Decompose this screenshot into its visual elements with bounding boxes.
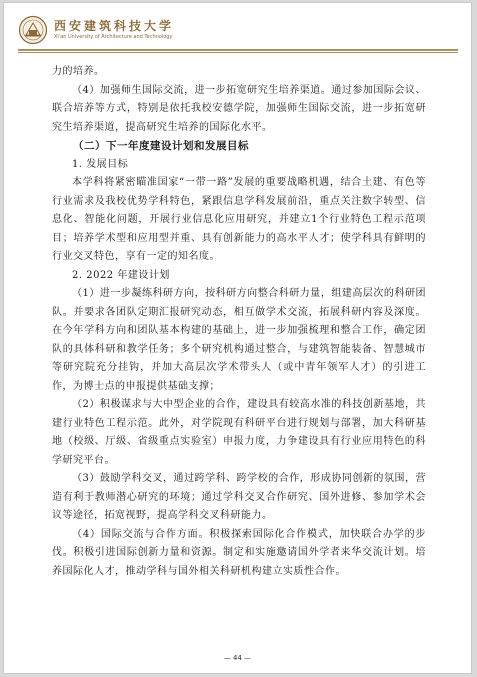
subheading-plan: 2. 2022 年建设计划 <box>72 269 170 281</box>
paragraph-plan-2: （2）积极谋求与大中型企业的合作，建设具有较高水准的科技创新基地，共建行业特色工程示范。此外，对学院现有科研平台进行规划与部署，加大科研基地（校级、厅级、省级重点实验室）申报力度，力争建设具有行业应用特色的科学研究平台。 <box>52 399 426 466</box>
paragraph-plan-4: （4）国际交流与合作方面。积极探索国际化合作模式，加快联合办学的步伐。积极引进国际创新力量和资源。制定和实施邀请国外学者来华交流计划。培养国际化人才，推动学科与国外相关科研机构建立实质性合作。 <box>52 528 426 577</box>
university-emblem-icon <box>18 15 48 45</box>
page-header <box>18 15 458 49</box>
university-name-english: Xi'an University of Architecture and Technology <box>54 34 173 40</box>
paragraph-plan-3: （3）鼓励学科交叉，通过跨学科、跨学校的合作，形成协同创新的氛围，营造有利于教师潜心研究的环境；通过学科交叉合作研究、国外进修、参加学术会议等途径，拓宽视野，提高学科交叉科研能力。 <box>52 473 426 521</box>
header-divider <box>18 49 458 51</box>
paragraph-international-exchange: （4）加强师生国际交流，进一步拓宽研究生培养渠道。通过参加国际会议、联合培养等方式，特别是依托我校安德学院，加强师生国际交流，进一步拓宽研究生培养渠道，提高研究生培养的国际化水平。 <box>52 84 426 133</box>
subheading-goals: 1. 发展目标 <box>72 158 129 170</box>
paragraph-plan-1: （1）进一步凝练科研方向，按科研方向整合科研力量，组建高层次的科研团队。并要求各团队定期汇报研究动态，相互做学术交流，拓展科研内容及深度。在今年学科方向和团队基本构建的基础上，进一步加强梳理和整合工作，确定团队的具体科研和教学任务；多个研究机构通过整合，与建筑智能装备、智慧城市等研究院充分挂钩，并加大高层次学术带头人（或中青年领军人才）的引进工作，为博士点的申报提供基础支撑； <box>52 288 426 392</box>
section-heading: （二）下一年度建设计划和发展目标 <box>73 140 249 152</box>
page-number: — 44 — <box>223 654 252 662</box>
paragraph-continuation: 力的培养。 <box>52 66 105 77</box>
header-divider-thin <box>18 52 458 53</box>
document-body <box>52 63 426 581</box>
document-page <box>3 2 472 674</box>
paragraph-goals: 本学科将紧密瞄准国家“一带一路”发展的重要战略机遇，结合土建、有色等行业需求及我校优势学科特色，紧跟信息学科发展前沿，重点关注数字转型、信息化、智能化问题，开展行业信息化应用研究，并建立1个行业特色工程示范项目；培养学术型和应用型并重、具有创新能力的高水平人才；使学科具有鲜明的行业交叉特色，享有一定的知名度。 <box>52 177 426 262</box>
university-name-chinese: 西安建筑科技大学 <box>54 19 175 33</box>
